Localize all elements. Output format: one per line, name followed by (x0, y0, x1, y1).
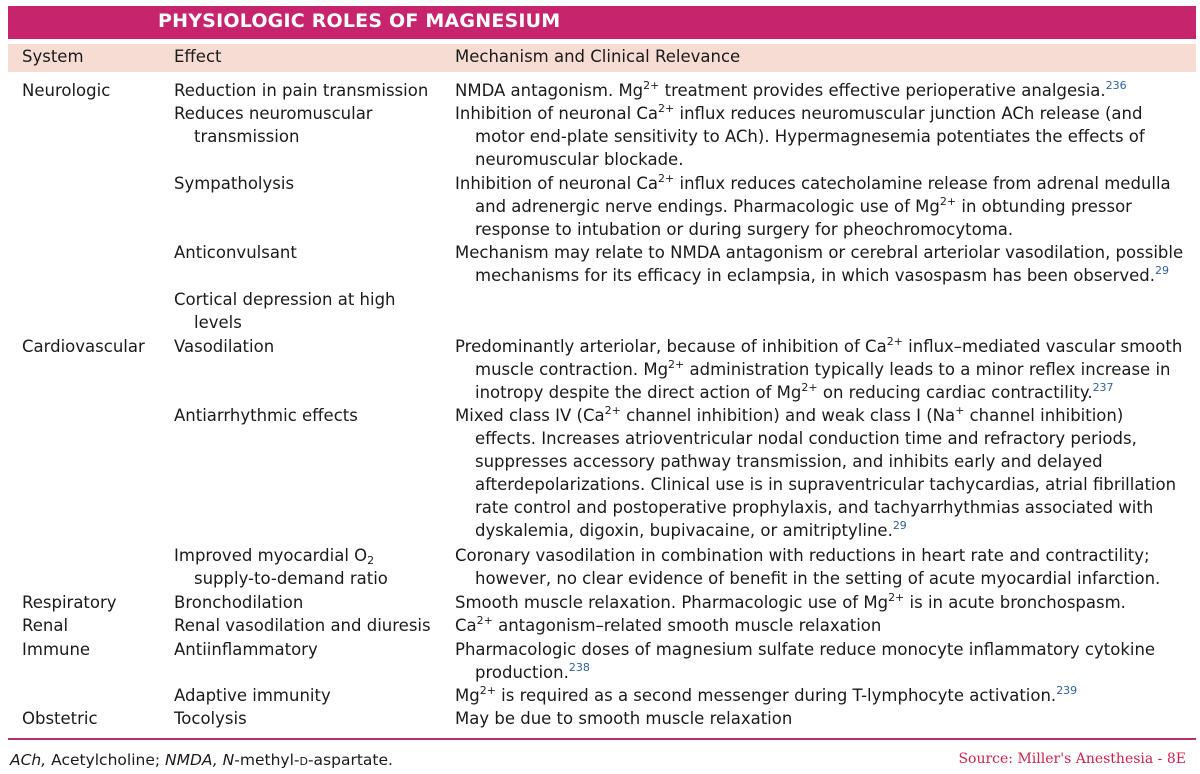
mechanism-cell: Inhibition of neuronal $Ca^{2+}$ influx reduces neuromuscular junction ACh release (and motor end-plate sensitivity to ACh). Hypermagnesemia potentiates the effects of neuromuscular blockade. (455, 102, 1145, 169)
mechanism-cell: May be due to smooth muscle relaxation (455, 709, 793, 728)
mechanism-cell: Mixed class IV ($Ca^{2+}$ channel inhibition) and weak class I (Na+ channel inhibition) effects. Increases atrioventricular nodal conduction time and refractory periods, suppresses accessory pathway transmission, and inhibits early and delayed afterdepolarizations. Clinical use is in supraventricular tachycardias, atrial fibrillation rate control and postoperative prophylaxis, and tachyarrhythmias associated with dyskalemia, digoxin, bupivacaine, or amitriptyline.$^{29}$ (455, 404, 1177, 540)
system-cell: Obstetric (22, 709, 98, 728)
mechanism-cell: Inhibition of neuronal $Ca^{2+}$ influx reduces catecholamine release from adrenal medulla and adrenergic nerve endings. Pharmacologic use of $Mg^{2+}$ in obtunding pressor response to intubation or during surgery for pheochromocytoma. (455, 172, 1171, 239)
source-credit: Source: Miller's Anesthesia - 8E (958, 751, 1186, 767)
effect-cell: Cortical depression at high levels (174, 290, 396, 332)
effect-cell: Antiarrhythmic effects (174, 406, 358, 425)
effect-cell: Improved myocardial $O_2$ supply-to-demand ratio (174, 546, 388, 588)
effect-cell: Vasodilation (174, 337, 275, 356)
effect-cell: Reduction in pain transmission (174, 81, 429, 100)
effect-cell: Renal vasodilation and diuresis (174, 616, 431, 635)
column-header-mechanism: Mechanism and Clinical Relevance (455, 47, 741, 66)
mechanism-cell: $Mg^{2+}$ is required as a second messenger during T-lymphocyte activation.$^{239}$ (455, 684, 1078, 705)
table-bottom-rule (8, 738, 1196, 740)
column-header-system: System (22, 47, 84, 66)
system-cell: Neurologic (22, 81, 111, 100)
effect-cell: Adaptive immunity (174, 686, 331, 705)
system-cell: Immune (22, 640, 91, 659)
mechanism-cell: $Ca^{2+}$ antagonism–related smooth muscle relaxation (455, 614, 882, 635)
mechanism-cell: Pharmacologic doses of magnesium sulfate reduce monocyte inflammatory cytokine production.$^{238}$ (455, 640, 1156, 682)
mechanism-cell: Predominantly arteriolar, because of inhibition of $Ca^{2+}$ influx–mediated vascular smooth muscle contraction. $Mg^{2+}$ administration typically leads to a minor reflex increase in inotropy despite the direct action of $Mg^{2+}$ on reducing cardiac contractility.$^{237}$ (455, 335, 1183, 402)
system-cell: Cardiovascular (22, 337, 145, 356)
mechanism-cell: Smooth muscle relaxation. Pharmacologic use of $Mg^{2+}$ is in acute bronchospasm. (455, 591, 1126, 612)
effect-cell: Reduces neuromuscular transmission (174, 104, 373, 146)
mechanism-cell: NMDA antagonism. $Mg^{2+}$ treatment provides effective perioperative analgesia.$^{236}$ (455, 79, 1127, 100)
effect-cell: Antiinflammatory (174, 640, 318, 659)
effect-cell: Sympatholysis (174, 174, 295, 193)
table-footnote: ACh, Acetylcholine; NMDA, N-methyl-D-aspartate. (10, 751, 393, 769)
column-header-effect: Effect (174, 47, 222, 66)
table-title: PHYSIOLOGIC ROLES OF MAGNESIUM (158, 10, 561, 32)
mechanism-cell: Mechanism may relate to NMDA antagonism or cerebral arteriolar vasodilation, possible mechanisms for its efficacy in eclampsia, in which vasospasm has been observed.$^{29}$ (455, 243, 1184, 285)
table-header (8, 44, 1196, 72)
table-title-bar (8, 6, 1196, 39)
system-cell: Renal (22, 616, 69, 635)
effect-cell: Bronchodilation (174, 593, 304, 612)
system-cell: Respiratory (22, 593, 117, 612)
effect-cell: Tocolysis (174, 709, 247, 728)
mechanism-cell: Coronary vasodilation in combination with reductions in heart rate and contractility; however, no clear evidence of benefit in the setting of acute myocardial infarction. (455, 546, 1161, 588)
effect-cell: Anticonvulsant (174, 243, 297, 262)
